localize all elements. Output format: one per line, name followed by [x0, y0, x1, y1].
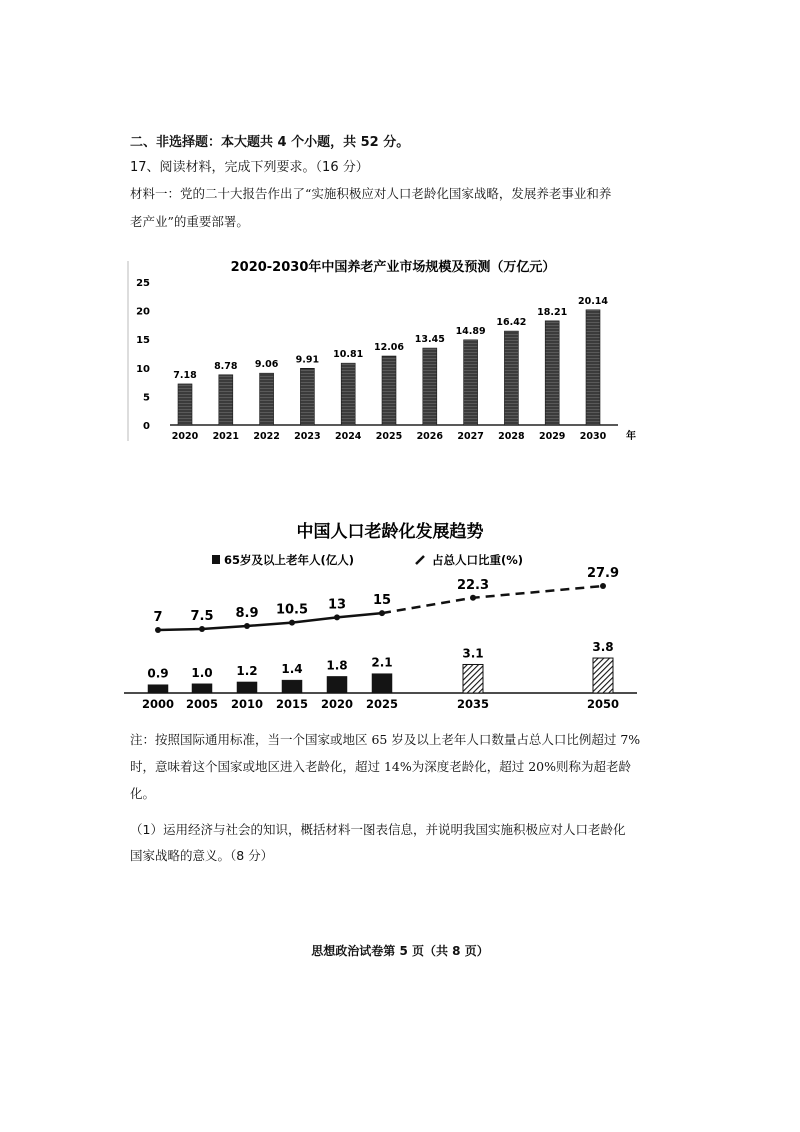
- chart2-line-point: [379, 610, 385, 616]
- chart1-value-label: 18.21: [537, 306, 568, 318]
- question-1-line-1: （1）运用经济与社会的知识，概括材料一图表信息，并说明我国实施积极应对人口老龄化: [130, 822, 626, 837]
- chart1-value-label: 7.18: [173, 369, 197, 381]
- note-line-2: 时，意味着这个国家或地区进入老龄化，超过 14%为深度老龄化，超过 20%则称为超老龄: [130, 759, 632, 774]
- chart2-line-point: [199, 626, 205, 632]
- legend-line-label: 占总人口比重(%): [432, 553, 524, 567]
- note-block: [130, 726, 678, 807]
- chart2-line-point: [155, 627, 161, 633]
- chart2-bar-label: 0.9: [147, 666, 169, 681]
- chart1-value-label: 9.06: [254, 359, 279, 371]
- chart1-bar: [219, 375, 233, 425]
- chart2-bar-label: 1.4: [281, 662, 303, 677]
- chart1-bar: [300, 368, 314, 425]
- market-size-bar-chart: [120, 245, 650, 450]
- chart2-bar: [282, 680, 302, 693]
- chart1-bar: [341, 363, 355, 425]
- chart2-line-label: 7: [153, 610, 163, 625]
- chart2-x-tick: 2020: [320, 697, 354, 711]
- chart2-bar-label: 3.8: [592, 640, 614, 655]
- chart2-bar: [327, 676, 347, 693]
- chart1-bar: [260, 373, 274, 425]
- chart1-y-tick: 20: [136, 306, 150, 318]
- chart1-value-label: 16.42: [496, 317, 527, 329]
- chart1-bar: [178, 384, 192, 425]
- chart2-line-label: 10.5: [275, 602, 309, 618]
- chart1-x-tick: 2027: [457, 431, 484, 442]
- chart2-bar: [237, 682, 257, 693]
- chart2-line-label: 13: [327, 597, 347, 613]
- chart1-x-tick: 2023: [294, 431, 321, 442]
- chart1-bar: [382, 356, 396, 425]
- chart2-bar-label: 1.0: [191, 665, 213, 680]
- chart1-value-label: 12.06: [373, 342, 405, 354]
- chart2-bar: [463, 664, 483, 693]
- chart1-bar: [504, 331, 518, 425]
- chart1-bar: [423, 348, 437, 425]
- legend-bar-swatch: [212, 555, 220, 564]
- chart2-x-tick: 2025: [365, 697, 399, 711]
- chart2-bar-label: 1.2: [236, 663, 258, 678]
- chart1-value-label: 13.45: [414, 334, 445, 346]
- chart1-bar: [586, 310, 600, 425]
- chart1-x-tick: 2029: [538, 431, 566, 442]
- chart1-bar: [464, 340, 478, 425]
- chart2-line-point: [600, 583, 606, 589]
- chart1-x-tick: 2022: [253, 431, 280, 442]
- chart2-line-point: [334, 614, 340, 620]
- chart2-line-label: 22.3: [456, 577, 490, 593]
- chart2-x-tick: 2010: [230, 697, 264, 711]
- chart2-line-point: [289, 620, 295, 626]
- chart2-bar: [148, 685, 168, 693]
- question-17-title: 17、阅读材料，完成下列要求。（16 分）: [130, 160, 369, 175]
- chart2-line-point: [244, 623, 250, 629]
- aging-trend-chart: [110, 512, 670, 712]
- chart1-x-tick: 2024: [334, 431, 362, 442]
- chart1-x-tick: 2025: [375, 431, 403, 442]
- note-line-1: 注：按照国际通用标准，当一个国家或地区 65 岁及以上老年人口数量占总人口比例超过 7%: [130, 732, 641, 747]
- chart1-x-tick: 2028: [498, 431, 525, 442]
- chart1-value-label: 10.81: [333, 349, 364, 361]
- chart2-line-label: 8.9: [235, 606, 259, 621]
- chart2-line-label: 7.5: [190, 608, 214, 624]
- chart2-line-label: 27.9: [586, 566, 620, 581]
- chart1-bar: [545, 321, 559, 425]
- material-1-line-2: 老产业”的重要部署。: [130, 214, 249, 229]
- chart2-bar-label: 2.1: [371, 655, 393, 670]
- legend-line-swatch: [416, 556, 424, 564]
- chart2-bar: [192, 684, 212, 693]
- chart2-x-tick: 2015: [275, 697, 309, 711]
- note-line-3: 化。: [130, 786, 156, 801]
- chart2-bar-label: 1.8: [326, 658, 348, 673]
- chart1-y-tick: 25: [136, 278, 150, 289]
- page-footer: 思想政治试卷第 5 页（共 8 页）: [311, 944, 489, 958]
- question-1-line-2: 国家战略的意义。（8 分）: [130, 848, 274, 863]
- chart2-x-tick: 2050: [586, 697, 620, 711]
- chart1-title: 2020-2030年中国养老产业市场规模及预测（万亿元）: [230, 260, 556, 275]
- chart1-y-tick: 5: [143, 392, 150, 404]
- chart2-bar: [593, 658, 613, 693]
- chart1-value-label: 9.91: [295, 354, 320, 366]
- chart1-value-label: 20.14: [577, 295, 609, 307]
- chart2-x-tick: 2005: [185, 697, 219, 711]
- chart2-line-dashed: [382, 586, 603, 613]
- chart1-x-tick: 2021: [212, 431, 240, 442]
- section-heading: 二、非选择题：本大题共 4 个小题，共 52 分。: [130, 135, 410, 150]
- chart2-x-tick: 2000: [141, 697, 175, 711]
- chart1-x-tick: 2020: [171, 431, 199, 442]
- chart2-bar-label: 3.1: [462, 646, 484, 661]
- chart2-title: 中国人口老龄化发展趋势: [296, 522, 484, 542]
- chart1-y-tick: 15: [136, 335, 150, 347]
- legend-bar-label: 65岁及以上老年人(亿人): [224, 553, 355, 567]
- chart2-bar: [372, 674, 392, 693]
- material-1-line-1: 材料一：党的二十大报告作出了“实施积极应对人口老龄化国家战略，发展养老事业和养: [130, 186, 612, 201]
- chart1-y-tick: 10: [136, 363, 150, 375]
- chart1-x-tick: 2030: [579, 431, 607, 442]
- chart2-line-point: [470, 595, 476, 601]
- chart1-y-tick: 0: [143, 421, 150, 432]
- chart2-x-tick: 2035: [456, 697, 490, 711]
- chart1-value-label: 14.89: [455, 325, 486, 337]
- chart1-value-label: 8.78: [214, 360, 238, 372]
- chart2-line-label: 15: [372, 593, 392, 609]
- chart1-x-tick: 2026: [416, 431, 444, 442]
- chart1-x-unit: 年: [626, 431, 636, 442]
